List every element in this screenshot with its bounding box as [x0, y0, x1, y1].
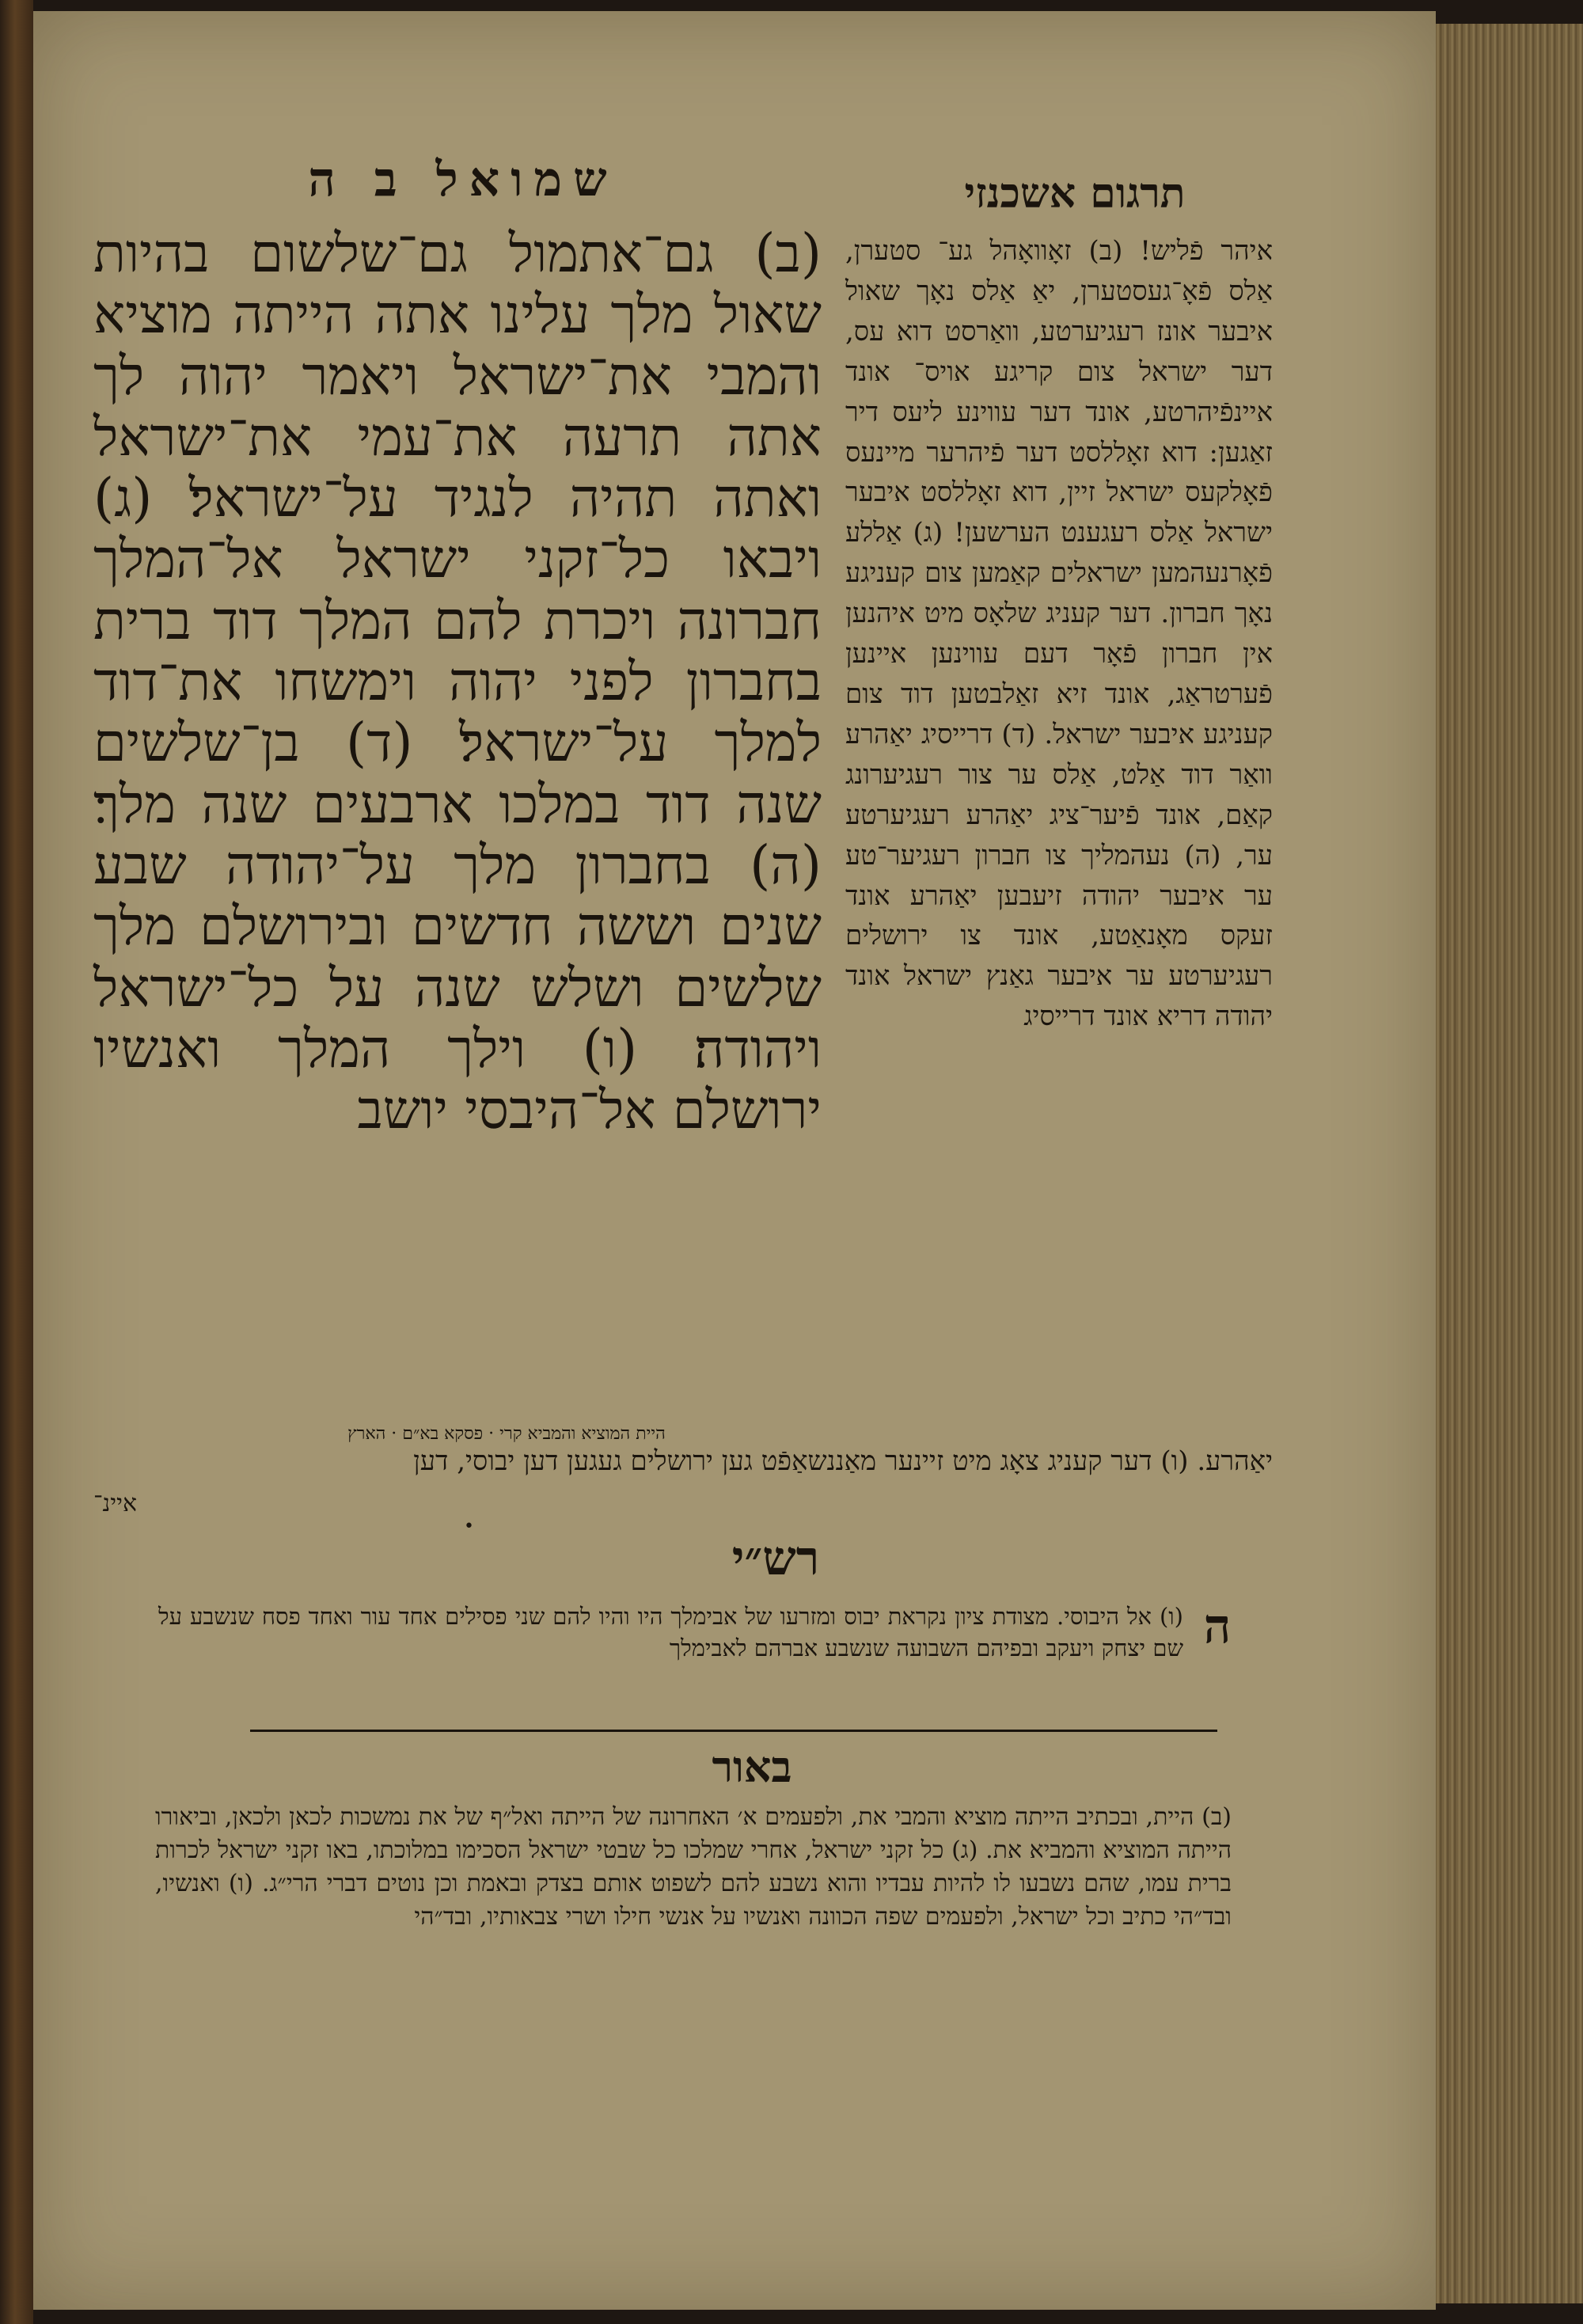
main-hebrew-text: (ב) גם־אתמול גם־שלשום בהיות שאול מלך עלינו אתה הייתה מוציא והמבי את־ישראל ויאמר יהוה לך אתה תרעה את־עמי את־ישראל ואתה תהיה לנגיד על־ישראל׃ (ג) ויבאו כל־זקני ישראל אל־המלך חברונה ויכרת להם המלך דוד ברית בחברון לפני יהוה וימשחו את־דוד למלך על־ישראל׃ (ד) בן־שלשים שנה דוד במלכו ארבעים שנה מלך׃ (ה) בחברון מלך על־יהודה שבע שנים וששה חדשים ובירושלם מלך שלשים ושלש שנה על כל־ישראל ויהודה׃ (ו) וילך המלך ואנשיו ירושלם אל־היבסי יושב — [93, 222, 822, 1141]
running-header-main: שמואל ב ה — [308, 152, 618, 207]
page-fore-edge — [1436, 24, 1583, 2303]
biur-heading: באור — [712, 1741, 792, 1792]
rashi-commentary: (ו) אל היבוסי. מצודת ציון נקראת יבוס ומזרעו של אבימלך היו והיו להם שני פסילים אחד עור ואחד פסח שנשבע על שם יצחק ויעקב ובפיהם השבועה שנשבע אברהם לאבימלך — [158, 1603, 1183, 1661]
rashi-chapter-letter: ה — [1203, 1599, 1232, 1654]
masorah-note: היית המוציא והמביא קרי · פסקא בא״ם · הארץ — [347, 1424, 666, 1444]
translation-column: איהר פֿליש! (ב) זאָוואָהל גע־ סטערן, אַלס פֿאָ־געסטערן, יאַ אַלס נאָך שאול איבער אונז רעגיערטע, וואַרסט דוא עס, דער ישראל צום קריגע אויס־ אונד איינפֿיהרטע, אונד דער עווינע ליעס דיר זאַגען: דוא זאָללסט דער פֿיהרער מיינעס פֿאָלקעס ישראל זיין, דוא זאָללסט איבער ישראל אַלס רעגענט הערשען! (ג) אַללע פֿאָרנעהמען ישראלים קאַמען צום קעניגע נאָך חברון. דער קעניג שלאָס מיט איהנען אין חברון פֿאָר דעם עווינען איינען פֿערטראַג, אונד זיא זאַלבטען דוד צום קעניגע איבער ישראל. (ד) דרייסיג יאַהרע וואַר דוד אַלט, אַלס ער צור רעגיערונג קאַם, אונד פֿיער־ציג יאַהרע רעגיערטע ער, (ה) נעהמליך צו חברון רעגיער־טע ער איבער יהודה זיעבען יאַהרע אונד זעקס מאָנאַטע, אונד צו ירושלים רעגיערטע ער איבער גאַנץ ישראל אונד יהודה דריא אונד דרייסיג — [845, 235, 1273, 1033]
printer-dot: • — [464, 1517, 474, 1536]
section-divider — [250, 1730, 1217, 1732]
running-header-translation: תרגום אשכנזי — [964, 169, 1186, 218]
book-spine-edge — [0, 0, 33, 2324]
translation-continuation: איינ־ — [93, 1490, 137, 1517]
biur-commentary: (ב) היית, ובכתיב הייתה מוציא והמבי את, ולפעמים א׳ האחרונה של הייתה ואל״ף של את נמשכות לכאן ולכאן, וביאורו הייתה המוציא והמביא את. (ג) כל זקני ישראל, אחרי שמלכו כל שבטי ישראל הסכימו במלוכתו, באו זקני ישראל לכרות ברית עמו, שהם נשבעו לו להיות עבדיו והוא נשבע להם לשפוט אותם בצדק ובאמת וכן נוטים דברי הרי״ג. (ו) ואנשיו, ובד״הי כתיב וכל ישראל, ולפעמים שפה הכוונה ואנשיו על אנשי חילו ושרי צבאותיו, ובד״הי — [155, 1803, 1232, 1931]
translation-full-width-line: יאַהרע. (ו) דער קעניג צאָג מיט זיינער מאַננשאַפֿט גען ירושלים געגען דען יבוסי, דען — [413, 1445, 1273, 1477]
rashi-heading: רש״י — [731, 1531, 820, 1586]
